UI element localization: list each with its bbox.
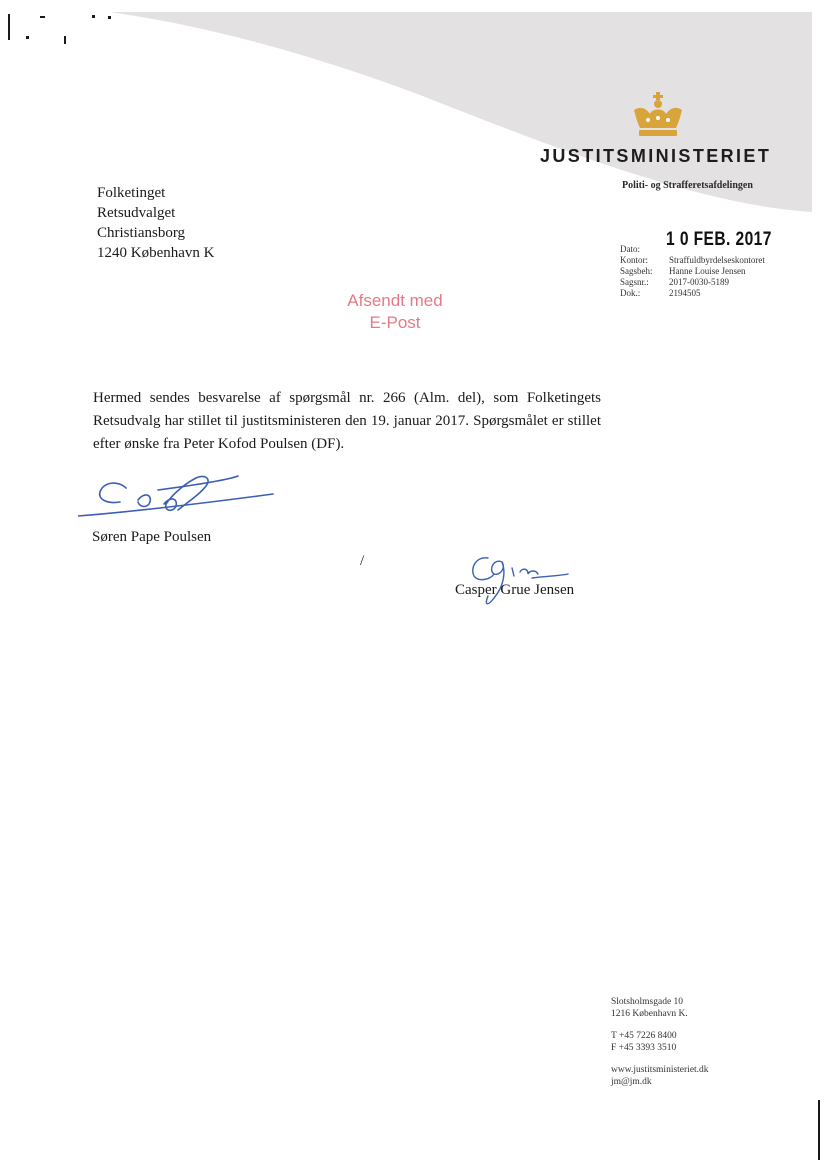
case-info-value: Straffuldbyrdelseskontoret — [669, 255, 765, 265]
case-info-value: Hanne Louise Jensen — [669, 266, 746, 276]
crown-logo-icon — [630, 92, 686, 138]
recipient-line: 1240 København K — [97, 245, 215, 261]
department-name: Politi- og Strafferetsafdelingen — [622, 180, 753, 191]
recipient-line: Retsudvalget — [97, 205, 176, 221]
scan-artifact — [40, 16, 45, 18]
minister-name: Søren Pape Poulsen — [92, 529, 212, 545]
case-info-label: Dok.: — [620, 288, 641, 298]
sent-stamp — [300, 290, 490, 334]
official-signature — [458, 550, 578, 610]
recipient-line: Christiansborg — [97, 225, 186, 241]
footer-street: Slotsholmsgade 10 — [611, 997, 684, 1007]
scan-artifact — [26, 36, 29, 39]
case-info-value: 2017-0030-5189 — [669, 277, 729, 287]
date-label: Dato: — [620, 244, 640, 254]
footer-website-link[interactable]: www.justitsministeriet.dk — [611, 1065, 709, 1075]
footer-phone: T +45 7226 8400 — [611, 1031, 677, 1041]
minister-signature — [78, 470, 278, 528]
date-stamp: 1 0 FEB. 2017 — [666, 229, 772, 250]
official-name: Casper Grue Jensen — [455, 582, 575, 598]
scan-artifact — [8, 14, 10, 40]
recipient-line: Folketinget — [97, 185, 166, 201]
scan-artifact — [108, 16, 111, 19]
scan-artifact — [92, 15, 95, 18]
stamp-line: Afsendt med — [347, 291, 443, 310]
scan-artifact — [64, 36, 66, 44]
case-info-label: Kontor: — [620, 255, 648, 265]
footer-email-link[interactable]: jm@jm.dk — [611, 1077, 652, 1087]
case-info-label: Sagsnr.: — [620, 277, 649, 287]
footer-fax: F +45 3393 3510 — [611, 1043, 677, 1053]
case-info-value: 2194505 — [669, 288, 701, 298]
stamp-line: E-Post — [369, 313, 421, 332]
footer-city: 1216 København K. — [611, 1009, 688, 1019]
ministry-wordmark: JUSTITSMINISTERIET — [540, 146, 772, 166]
case-info-block — [620, 229, 820, 308]
footer-contact-block — [611, 996, 709, 1088]
case-info-label: Sagsbeh: — [620, 266, 653, 276]
scan-artifact — [818, 1100, 820, 1160]
signature-separator: / — [360, 553, 365, 569]
letter-body: Hermed sendes besvarelse af spørgsmål nr. 266 (Alm. del), som Folketingets Retsudvalg har stillet til justitsministeren den 19. januar 2017. Spørgsmålet er stillet efter ønske fra Peter Kofod Poulsen (DF). — [93, 390, 601, 452]
